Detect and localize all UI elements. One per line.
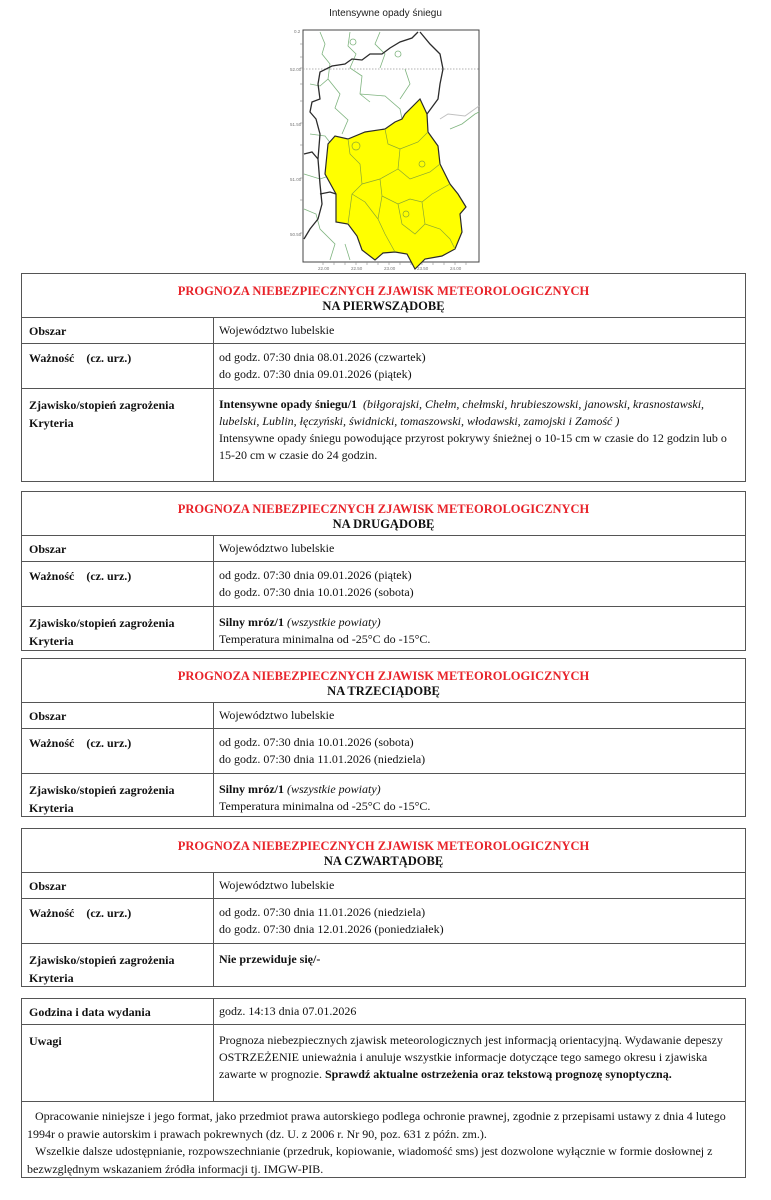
copyright-notice (22, 1102, 745, 1178)
criteria-label: Kryteria (29, 971, 74, 985)
area-label: Obszar (22, 703, 214, 728)
area-value: Województwo lubelskie (219, 708, 335, 722)
phenomenon-name: Silny mróz/1 (219, 615, 284, 629)
phenomenon-name: Intensywne opady śniegu/1 (219, 397, 358, 411)
criteria-text: Temperatura minimalna od -25°C do -15°C. (219, 799, 431, 813)
svg-text:22.00: 22.00 (318, 266, 330, 271)
forecast-day-4 (21, 828, 746, 987)
svg-text:51.00: 51.00 (290, 177, 302, 182)
validity-label: Ważność (cz. urz.) (22, 344, 214, 388)
issued-label: Godzina i data wydania (22, 999, 214, 1024)
copyright-text-1: Opracowanie niniejsze i jego format, jako przedmiot prawa autorskiego podlega ochronie prawnej, zgodnie z przepisami ustawy z dnia 4 lutego 1994r o prawie autorskim i prawach pokrewnych (dz. U. z 2006 r. Nr 90, poz. 631 z późn. zm.). (27, 1109, 726, 1141)
validity-row (22, 899, 745, 944)
validity-from: od godz. 07:30 dnia 10.01.2026 (sobota) (219, 735, 414, 749)
phenomenon-name: Nie przewiduje się/- (219, 952, 321, 966)
phenomenon-row (22, 944, 745, 986)
validity-row (22, 729, 745, 774)
issued-value: godz. 14:13 dnia 07.01.2026 (219, 1004, 357, 1018)
phenomenon-label: Zjawisko/stopień zagrożenia (29, 616, 175, 630)
criteria-text: Temperatura minimalna od -25°C do -15°C. (219, 632, 431, 646)
area-label: Obszar (22, 873, 214, 898)
validity-from: od godz. 07:30 dnia 11.01.2026 (niedziela) (219, 905, 426, 919)
forecast-day-3 (21, 658, 746, 817)
area-label: Obszar (22, 318, 214, 343)
area-row (22, 873, 745, 899)
area-value: Województwo lubelskie (219, 323, 335, 337)
phenomenon-areas: (wszystkie powiaty) (287, 615, 381, 629)
forecast-title: PROGNOZA NIEBEZPIECZNYCH ZJAWISK METEOROLOGICZNYCH (177, 669, 590, 683)
map-title: Intensywne opady śniegu (329, 8, 442, 19)
criteria-label: Kryteria (29, 634, 74, 648)
validity-label: Ważność (cz. urz.) (22, 562, 214, 606)
phenomenon-name: Silny mróz/1 (219, 782, 284, 796)
criteria-label: Kryteria (29, 416, 74, 430)
forecast-subtitle: NA DRUGĄDOBĘ (332, 517, 435, 531)
svg-text:23.00: 23.00 (384, 266, 396, 271)
forecast-header (22, 492, 745, 536)
notes-bold: Sprawdź aktualne ostrzeżenia oraz tekstową prognozę synoptyczną. (324, 1067, 672, 1081)
forecast-header (22, 829, 745, 873)
forecast-subtitle: NA PIERWSZĄDOBĘ (322, 299, 445, 313)
validity-to: do godz. 07:30 dnia 12.01.2026 (poniedziałek) (219, 922, 444, 936)
forecast-header (22, 659, 745, 703)
validity-row (22, 344, 745, 389)
phenomenon-label: Zjawisko/stopień zagrożenia (29, 398, 175, 412)
validity-row (22, 562, 745, 607)
phenomenon-row (22, 774, 745, 816)
forecast-title: PROGNOZA NIEBEZPIECZNYCH ZJAWISK METEOROLOGICZNYCH (177, 502, 590, 516)
svg-text:24.00: 24.00 (450, 266, 462, 271)
phenomenon-row (22, 607, 745, 650)
map-corner-label: 0.2 (294, 29, 301, 34)
area-row (22, 318, 745, 344)
forecast-day-1 (21, 273, 746, 482)
validity-label: Ważność (cz. urz.) (22, 729, 214, 773)
area-row (22, 703, 745, 729)
forecast-subtitle: NA CZWARTĄDOBĘ (323, 854, 444, 868)
validity-to: do godz. 07:30 dnia 11.01.2026 (niedziela) (219, 752, 426, 766)
validity-from: od godz. 07:30 dnia 08.01.2026 (czwartek) (219, 350, 426, 364)
issue-info (21, 998, 746, 1178)
svg-text:51.50: 51.50 (290, 122, 302, 127)
forecast-day-2 (21, 491, 746, 651)
copyright-text-2: Wszelkie dalsze udostępnianie, rozpowszechnianie (przedruk, kopiowanie, wiadomość sms) jest dozwolone wyłącznie w formie dosłownej z bezwzględnym wskazaniem źródła informacji tj. IMGW-PIB. (27, 1144, 713, 1176)
criteria-label: Kryteria (29, 801, 74, 815)
svg-text:52.00: 52.00 (290, 67, 302, 72)
validity-from: od godz. 07:30 dnia 09.01.2026 (piątek) (219, 568, 412, 582)
area-value: Województwo lubelskie (219, 878, 335, 892)
phenomenon-areas: (biłgorajski, Chełm, chełmski, hrubieszowski, janowski, krasnostawski, lubelski, Lublin, łęczyński, świdnicki, tomaszowski, włodawski, zamojski i Zamość ) (219, 397, 705, 428)
forecast-title: PROGNOZA NIEBEZPIECZNYCH ZJAWISK METEOROLOGICZNYCH (177, 839, 590, 853)
svg-text:50.50: 50.50 (290, 232, 302, 237)
issued-row (22, 999, 745, 1025)
area-label: Obszar (22, 536, 214, 561)
area-row (22, 536, 745, 562)
area-value: Województwo lubelskie (219, 541, 335, 555)
phenomenon-areas: (wszystkie powiaty) (287, 782, 381, 796)
notes-label: Uwagi (22, 1025, 214, 1101)
forecast-subtitle: NA TRZECIĄDOBĘ (327, 684, 440, 698)
validity-to: do godz. 07:30 dnia 09.01.2026 (piątek) (219, 367, 412, 381)
forecast-header (22, 274, 745, 318)
phenomenon-label: Zjawisko/stopień zagrożenia (29, 953, 175, 967)
svg-text:23.50: 23.50 (417, 266, 429, 271)
validity-to: do godz. 07:30 dnia 10.01.2026 (sobota) (219, 585, 414, 599)
validity-label: Ważność (cz. urz.) (22, 899, 214, 943)
phenomenon-row (22, 389, 745, 481)
forecast-title: PROGNOZA NIEBEZPIECZNYCH ZJAWISK METEOROLOGICZNYCH (177, 284, 590, 298)
svg-text:22.50: 22.50 (351, 266, 363, 271)
notes-text: Prognoza niebezpiecznych zjawisk meteorologicznych jest informacją orientacyjną. Wydawanie depeszy OSTRZEŻENIE unieważnia i anuluje wszystkie informacje dotyczące tego samego okresu i zjawiska zawarte w prognozie. (219, 1033, 723, 1081)
phenomenon-label: Zjawisko/stopień zagrożenia (29, 783, 175, 797)
warning-map (290, 24, 490, 274)
criteria-text: Intensywne opady śniegu powodujące przyrost pokrywy śnieżnej o 10-15 cm w czasie do 12 godzin lub o 15-20 cm w czasie do 24 godzin. (219, 431, 727, 462)
notes-row (22, 1025, 745, 1102)
